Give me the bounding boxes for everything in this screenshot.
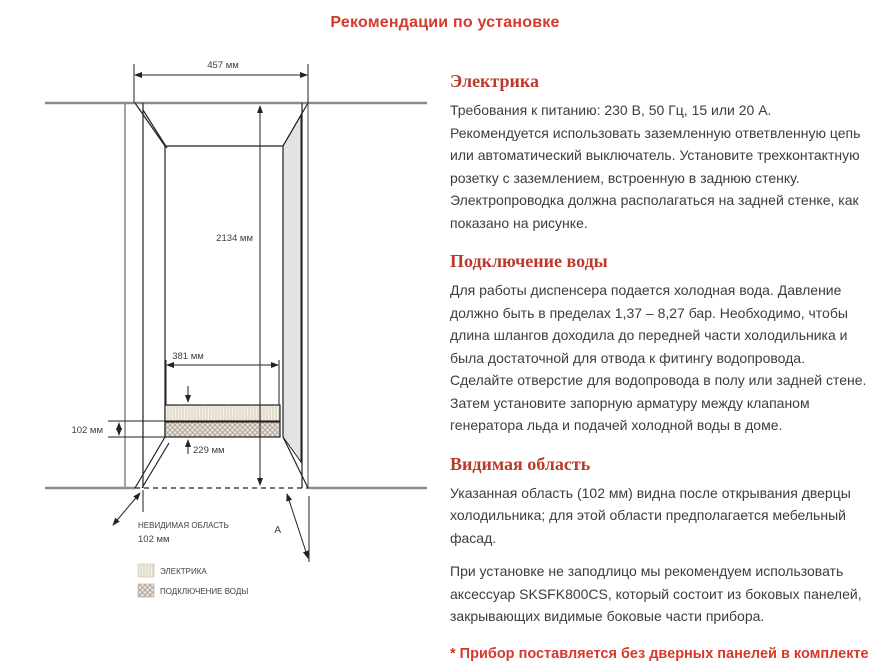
dimension-band-offset — [188, 440, 225, 456]
dim-band-height-label: 102 мм — [71, 425, 103, 436]
section-electrical-paragraph: Требования к питанию: 230 В, 50 Гц, 15 или 20 А. Рекомендуется использовать заземленную ответвленную цепь или автоматический выключатель. Установите трехконтактную розетку с заземлением, встроенную в заднюю стенку. Электропроводка должна располагаться на задней стенке, как показано на рисунке. — [450, 102, 861, 231]
no-door-panels-footnote: * Прибор поставляется без дверных панелей в комплекте — [450, 645, 869, 662]
section-water — [450, 248, 870, 437]
section-electrical — [450, 68, 870, 234]
section-water-heading: Подключение воды — [450, 251, 608, 271]
diagram-legend — [138, 564, 248, 597]
dimension-band-width — [166, 351, 279, 405]
visible-side-panel — [283, 115, 301, 462]
section-water-paragraph: Для работы диспенсера подается холодная вода. Давление должно быть в пределах 1,37 – 8,27 бар. Необходимо, чтобы длина шлангов доходила до передней части холодильника и была достаточной для отвода к фитингу водопровода. Сделайте отверстие для водопровода в полу или задней стене. Затем установите запорную арматуру между клапаном генератора льда и подачей холодной воды в доме. — [450, 282, 867, 433]
invisible-area-value: 102 мм — [138, 534, 170, 545]
section-visible-area-heading: Видимая область — [450, 453, 591, 474]
dimension-niche-width — [134, 60, 308, 103]
niche-diagram-svg — [35, 55, 435, 615]
legend-water-label: ПОДКЛЮЧЕНИЕ ВОДЫ — [160, 587, 249, 596]
installation-diagram — [35, 55, 435, 615]
dim-niche-width-label: 457 мм — [207, 60, 239, 71]
recommendations-text-column — [450, 68, 870, 664]
dimension-band-height — [71, 421, 165, 437]
invisible-area-label: НЕВИДИМАЯ ОБЛАСТЬ — [138, 521, 229, 530]
legend-water-swatch — [138, 584, 154, 597]
dim-band-width-label: 381 мм — [172, 351, 204, 362]
legend-electrical-swatch — [138, 564, 154, 577]
electrical-zone-band — [165, 405, 280, 421]
point-a-callout — [274, 494, 309, 562]
section-electrical-heading: Электрика — [450, 71, 539, 91]
page-title: Рекомендации по установке — [330, 14, 560, 31]
section-visible-area-paragraph-1: Указанная область (102 мм) видна после открывания дверцы холодильника; для этой области предполагается мебельный фасад. — [450, 484, 851, 546]
dim-niche-height-label: 2134 мм — [216, 233, 253, 244]
water-zone-band — [165, 422, 280, 437]
invisible-area-callout — [113, 490, 229, 545]
section-visible-area-paragraph-2: При установке не заподлицо мы рекомендуем использовать аксессуар SKSFK800CS, который состоит из боковых панелей, закрывающих видимые боковые части прибора. — [450, 563, 862, 624]
section-visible-area — [450, 451, 870, 628]
dim-band-offset-label: 229 мм — [193, 445, 225, 456]
point-a-label: A — [274, 525, 281, 536]
legend-electrical-label: ЭЛЕКТРИКА — [160, 567, 207, 576]
